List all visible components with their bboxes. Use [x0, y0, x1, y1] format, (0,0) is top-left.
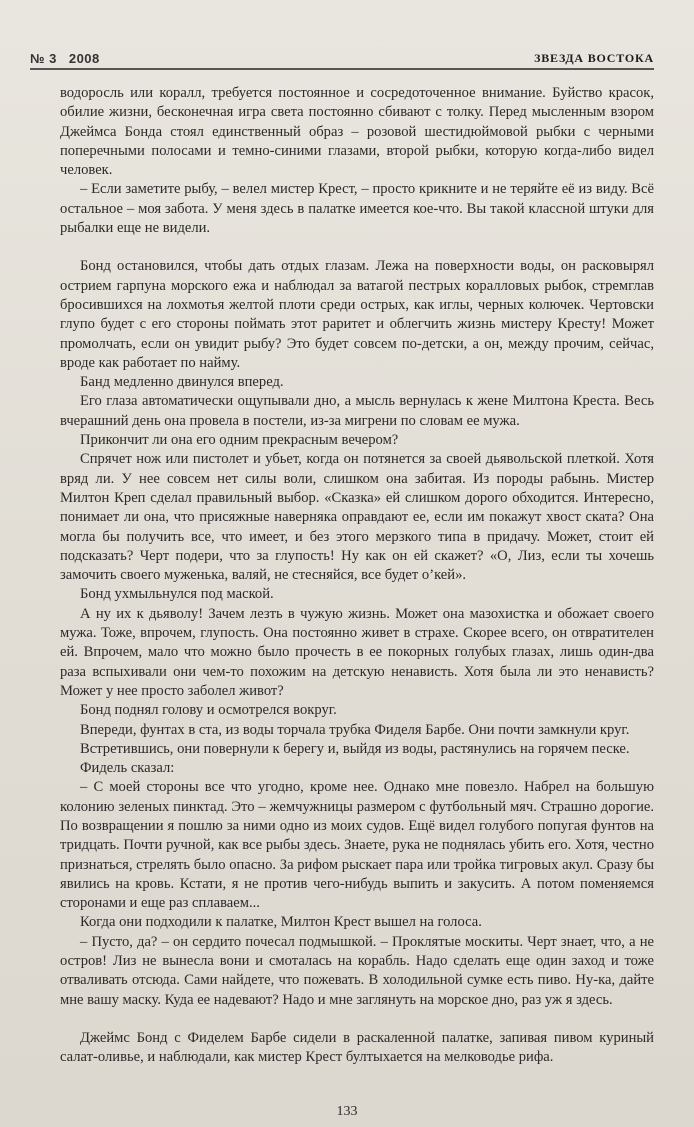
paragraph: Впереди, фунтах в ста, из воды торчала трубка Фиделя Барбе. Они почти замкнули круг.	[80, 721, 630, 738]
section-break	[60, 238, 654, 257]
paragraph: Спрячет нож или пистолет и убьет, когда он потянется за своей дьявольской плеткой. Хотя вряд ли. У нее совсем нет силы воли, слишком она забитая. Из породы рабынь. Мистер Милтон Креп сделал правильный выбор. «Сказка» ей слишком дорого обходится. Интересно, понимает ли она, что присяжные наверняка оправдают ее, если им покажут хвост ската? Она могла бы получить все, что имеет, и без этого мерзкого типа в придачу. Может, стоит ей подсказать? Черт подери, что за глупость! Ну как он ей скажет? «О, Лиз, если ты хочешь замочить своего муженька, валяй, не стесняйся, все будет о’кей».	[60, 451, 654, 584]
journal-title: ЗВЕЗДА ВОСТОКА	[534, 51, 654, 65]
paragraph: Бонд остановился, чтобы дать отдых глазам. Лежа на поверхности воды, он расковырял острием гарпуна морского ежа и наблюдал за ватагой пестрых коралловых рыбок, стремглав бросившихся на лохмотья желтой плоти среди острых, как иглы, черных колючек. Чертовски глупо будет с его стороны поймать этот раритет и облегчить жизнь мистеру Кресту! Может промолчать, если он увидит рыбу? Это будет совсем по-детски, а он, между прочим, сейчас, вроде как работает по найму.	[60, 258, 654, 371]
paragraph: Бонд ухмыльнулся под маской.	[80, 586, 274, 603]
paragraph: А ну их к дьяволу! Зачем лезть в чужую жизнь. Может она мазохистка и обожает своего мужа. Тоже, впрочем, глупость. Она постоянно живет в страхе. Скорее всего, он отвратителен ей. Впрочем, мало что можно было прочесть в ее покорных голубых глазах, лишь один-два раза вспыхивали они чем-то похожим на детскую ненависть. Хотя была ли это ненависть? Может у нее просто заболел живот?	[60, 605, 654, 699]
article-body	[60, 84, 654, 1068]
paragraph: Его глаза автоматически ощупывали дно, а мысль вернулась к жене Милтона Креста. Весь вчерашний день она провела в постели, из-за мигрени по словам ее мужа.	[60, 393, 654, 429]
paragraph: Фидель сказал:	[80, 760, 175, 777]
paragraph: – Пусто, да? – он сердито почесал подмышкой. – Проклятые москиты. Черт знает, что, а не остров! Лиз не вынесла вони и смоталась на корабль. Надо сделать еще один заход и тоже отваливать отсюда. Сами найдете, что пожевать. В холодильной сумке есть пиво. Ну-ка, дайте мне вашу маску. Куда ее надевают? Надо и мне заглянуть на морское дно, раз уж я здесь.	[60, 933, 654, 1008]
issue-number: № 3 2008	[30, 51, 100, 66]
header-rule	[30, 68, 654, 70]
paragraph: – С моей стороны все что угодно, кроме нее. Однако мне повезло. Набрел на большую колонию зеленых пинктад. Это – жемчужницы размером с футбольный мяч. Страшно дорогие. По возвращении я пошлю за ними одно из моих судов. Ещё видел голубого попугая фунтов на тридцать. Почти ручной, как все рыбы здесь. Знаете, рука не поднялась убить его. Хотя, честно признаться, стрелять было опасно. За рифом рыскает пара или тройка тигровых акул. Сразу бы явились на кровь. Кстати, я не против чего-нибудь выпить и закусить. А потом поменяемся сторонами и еще раз сплаваем...	[60, 779, 654, 912]
running-header	[30, 46, 654, 66]
paragraph: Когда они подходили к палатке, Милтон Крест вышел на голоса.	[80, 914, 482, 931]
paragraph: Встретившись, они повернули к берегу и, выйдя из воды, растянулись на горячем песке.	[80, 740, 630, 757]
paragraph: Банд медленно двинулся вперед.	[80, 374, 284, 391]
issue-year: 2008	[68, 51, 100, 66]
paragraph: Прикончит ли она его одним прекрасным вечером?	[80, 432, 399, 449]
paragraph: водоросль или коралл, требуется постоянное и сосредоточенное внимание. Буйство красок, обилие жизни, бесконечная игра света постоянно сбивают с толку. Перед мысленным взором Джеймса Бонда стоял единственный образ – розовой шестидюймовой рыбки с черными поперечными полосами и темно-синими глазами, второй рыбки, которую когда-либо видел человек.	[60, 85, 654, 179]
paragraph: – Если заметите рыбу, – велел мистер Крест, – просто крикните и не теряйте её из виду. Всё остальное – моя забота. У меня здесь в палатке имеется кое-что. Вы такой классной штуки для рыбалки еще не видели.	[60, 181, 654, 237]
paragraph: Бонд поднял голову и осмотрелся вокруг.	[80, 702, 337, 719]
section-break	[60, 1010, 654, 1029]
paragraph: Джеймс Бонд с Фиделем Барбе сидели в раскаленной палатке, запивая пивом куриный салат-оливье, и наблюдали, как мистер Крест бултыхается на мелководье рифа.	[60, 1029, 654, 1066]
page-number: 133	[336, 1104, 358, 1119]
